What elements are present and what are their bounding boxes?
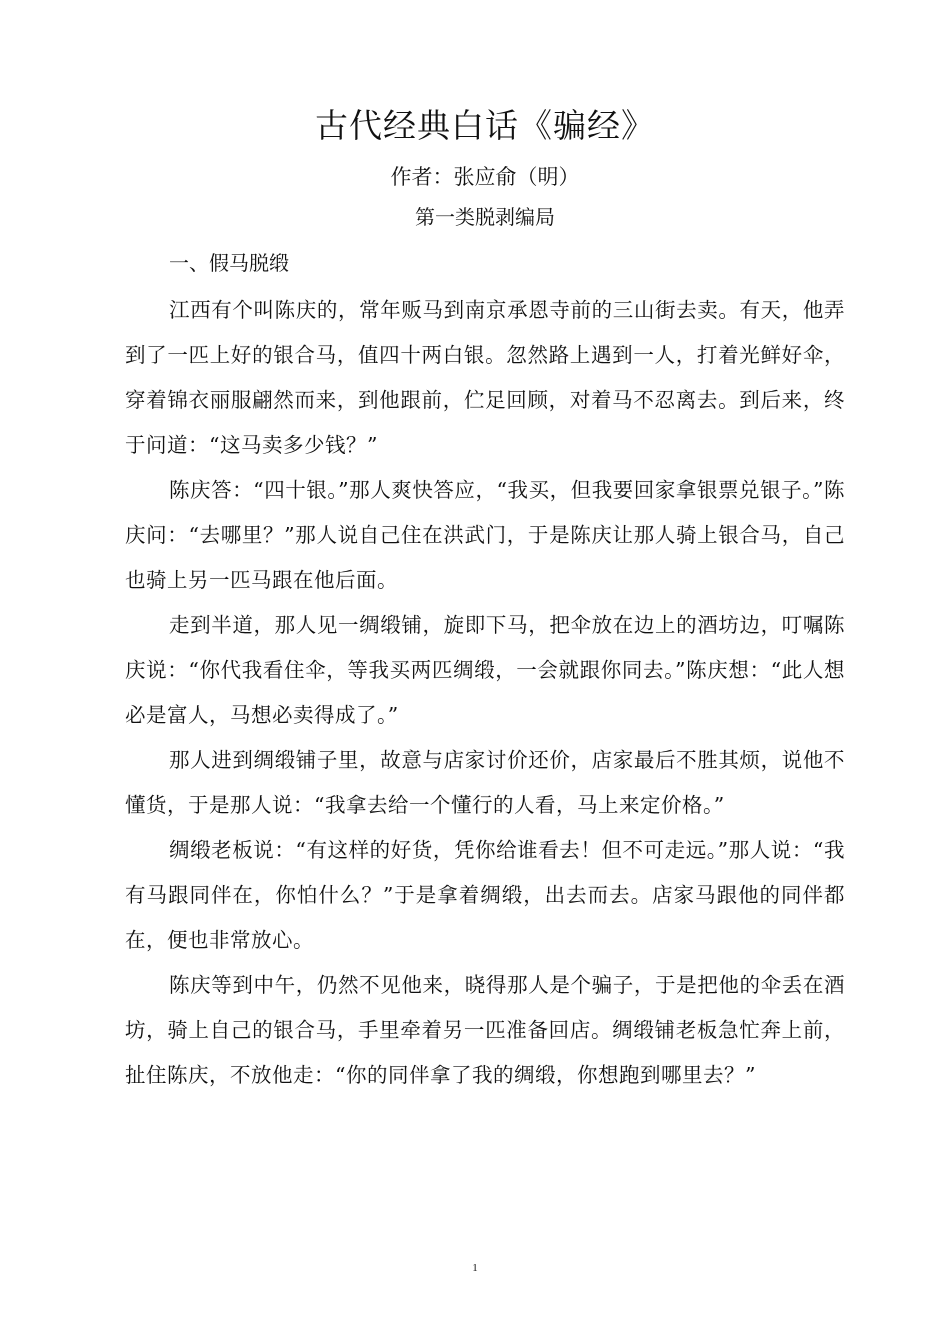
paragraph: 绸缎老板说：“有这样的好货，凭你给谁看去！但不可走远。”那人说：“我有马跟同伴在，你怕什么？”于是拿着绸缎，出去而去。店家马跟他的同伴都在，便也非常放心。 — [125, 838, 845, 952]
page-number: 1 — [472, 1262, 478, 1274]
paragraph: 那人进到绸缎铺子里，故意与店家讨价还价，店家最后不胜其烦，说他不懂货，于是那人说：“我拿去给一个懂行的人看，马上来定价格。” — [125, 748, 845, 817]
document-page — [125, 100, 845, 1098]
category-heading: 第一类脱剥编局 — [415, 205, 555, 229]
section-heading: 一、假马脱缎 — [169, 251, 289, 275]
document-author: 作者：张应俞（明） — [390, 165, 580, 189]
paragraph: 陈庆等到中午，仍然不见他来，晓得那人是个骗子，于是把他的伞丢在酒坊，骑上自己的银合马，手里牵着另一匹准备回店。绸缎铺老板急忙奔上前，扯住陈庆，不放他走：“你的同伴拿了我的绸缎，你想跑到哪里去？” — [125, 973, 845, 1087]
paragraph: 江西有个叫陈庆的，常年贩马到南京承恩寺前的三山街去卖。有天，他弄到了一匹上好的银合马，值四十两白银。忽然路上遇到一人，打着光鲜好伞，穿着锦衣丽服翩然而来，到他跟前，伫足回顾，对着马不忍离去。到后来，终于问道：“这马卖多少钱？” — [125, 298, 845, 457]
document-title: 古代经典白话《骗经》 — [315, 106, 655, 145]
paragraph: 走到半道，那人见一绸缎铺，旋即下马，把伞放在边上的酒坊边，叮嘱陈庆说：“你代我看住伞，等我买两匹绸缎，一会就跟你同去。”陈庆想：“此人想必是富人，马想必卖得成了。” — [125, 613, 845, 727]
paragraph: 陈庆答：“四十银。”那人爽快答应，“我买，但我要回家拿银票兑银子。”陈庆问：“去哪里？”那人说自己住在洪武门，于是陈庆让那人骑上银合马，自己也骑上另一匹马跟在他后面。 — [125, 478, 845, 592]
